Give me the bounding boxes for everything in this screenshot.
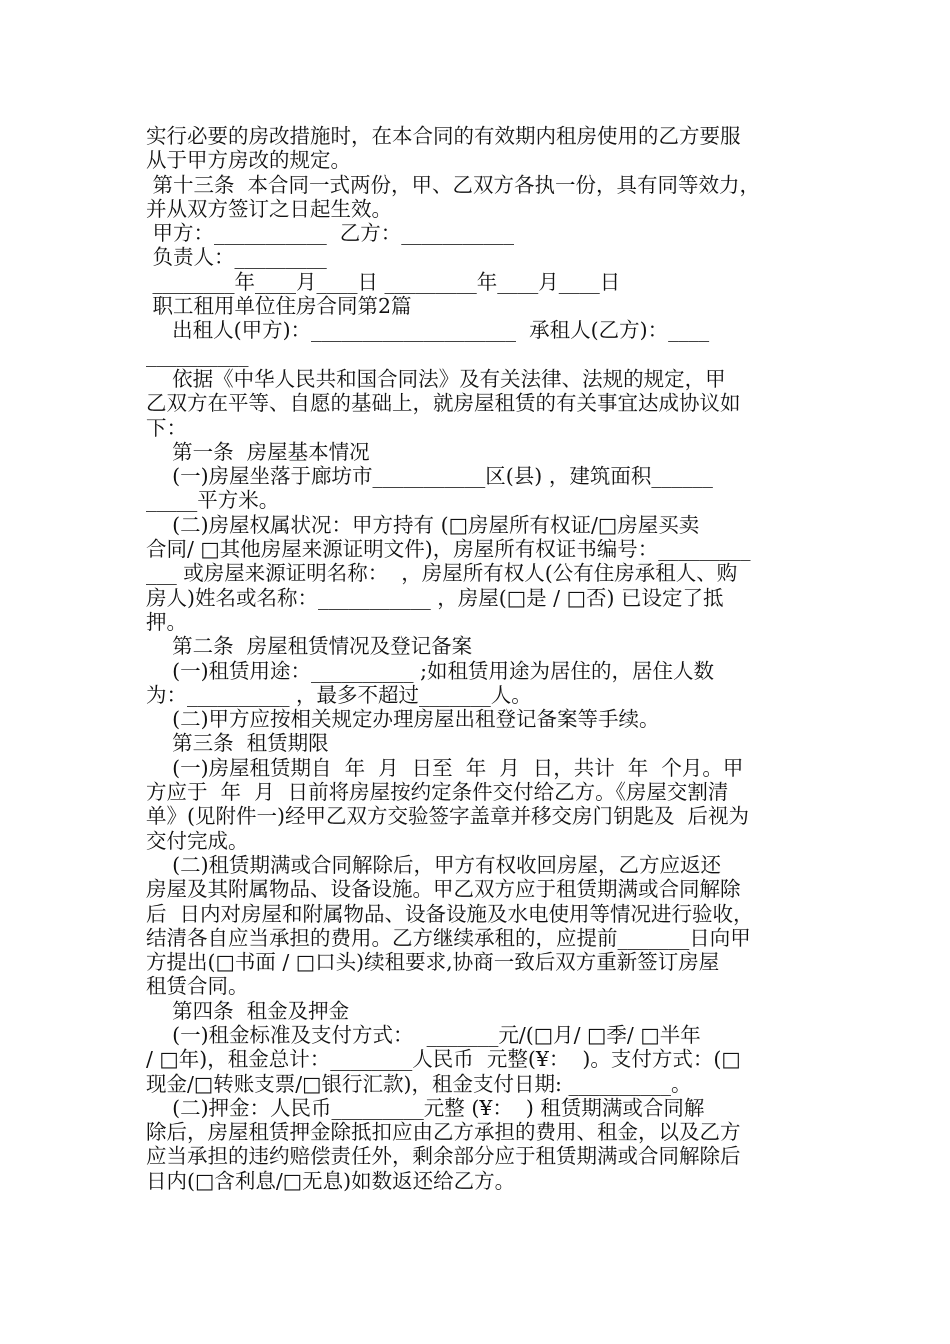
text-line: 乙双方在平等、自愿的基础上，就房屋租赁的有关事宜达成协议如	[146, 391, 741, 416]
text-line: 现金/□转账支票/□银行汇款)，租金支付日期: __________。	[146, 1071, 692, 1096]
text-line: 并从双方签订之日起生效。	[146, 196, 392, 221]
text-line: 方提出(□书面 / □口头)续租要求,协商一致后双方重新签订房屋	[146, 950, 720, 975]
document-page	[146, 124, 810, 1193]
text-line: 交付完成。	[146, 828, 249, 853]
parties-line: __________	[146, 342, 249, 367]
text-line: 方应于 年 月 日前将房屋按约定条件交付给乙方。《房屋交割清	[146, 780, 729, 805]
text-line: (一)房屋租赁期自 年 月 日至 年 月 日，共计 年 个月。甲	[146, 755, 744, 780]
text-line: (一)租金标准及支付方式： _______元/(□月/ □季/ □半年	[146, 1022, 701, 1047]
signature-line: 甲方：___________ 乙方：___________	[146, 221, 515, 246]
text-line: 从于甲方房改的规定。	[146, 148, 351, 173]
text-line: (二)租赁期满或合同解除后，甲方有权收回房屋，乙方应返还	[146, 852, 722, 877]
text-line: 日内(□含利息/□无息)如数返还给乙方。	[146, 1168, 516, 1193]
text-line: 单》(见附件一)经甲乙双方交验签字盖章并移交房门钥匙及 后视为	[146, 804, 750, 829]
text-line: 房人)姓名或名称：___________ ，房屋(□是 / □否) 已设定了抵	[146, 585, 724, 610]
text-line: 押。	[146, 609, 187, 634]
text-line: (一)租赁用途：__________ ;如租赁用途为居住的，居住人数	[146, 658, 714, 683]
text-line: 租赁合同。	[146, 974, 249, 999]
text-line: 实行必要的房改措施时，在本合同的有效期内租房使用的乙方要服	[146, 124, 741, 148]
text-line: 为：__________ ，最多不超过_______人。	[146, 682, 532, 707]
article-heading: 第四条 租金及押金	[146, 998, 350, 1023]
text-line: 房屋及其附属物品、设备设施。甲乙双方应于租赁期满或合同解除	[146, 877, 741, 902]
signature-line: 负责人：_________	[146, 245, 327, 270]
text-line: (二)甲方应按相关规定办理房屋出租登记备案等手续。	[146, 707, 660, 732]
text-line: ___ 或房屋来源证明名称： ，房屋所有权人(公有住房承租人、购	[146, 561, 738, 586]
text-line: 应当承担的违约赔偿责任外，剩余部分应于租赁期满或合同解除后	[146, 1144, 741, 1169]
text-line: 后 日内对房屋和附属物品、设备设施及水电使用等情况进行验收，	[146, 901, 754, 926]
text-line: 依据《中华人民共和国合同法》及有关法律、法规的规定，甲	[146, 366, 726, 391]
text-line: 下：	[146, 415, 187, 440]
text-line: _____平方米。	[146, 488, 280, 513]
text-line: 合同/ □其他房屋来源证明文件)，房屋所有权证书编号：_________	[146, 537, 751, 562]
text-line: 结清各自应当承担的费用。乙方继续承租的，应提前_______日向甲	[146, 925, 751, 950]
text-line: (一)房屋坐落于廊坊市___________区(县) ，建筑面积______	[146, 464, 713, 489]
section-title: 职工租用单位住房合同第2篇	[146, 294, 412, 319]
text-line: 除后，房屋租赁押金除抵扣应由乙方承担的费用、租金，以及乙方	[146, 1120, 741, 1145]
article-heading: 第一条 房屋基本情况	[146, 439, 370, 464]
text-line: 第十三条 本合同一式两份，甲、乙双方各执一份，具有同等效力，	[146, 172, 761, 197]
text-line: (二)押金：人民币_________元整 (¥： ) 租赁期满或合同解	[146, 1095, 705, 1120]
date-line: ________年____月____日 _________年____月____日	[146, 269, 621, 294]
text-line: / □年)，租金总计：________人民币 元整(¥： )。支付方式：(□	[146, 1047, 741, 1072]
article-heading: 第二条 房屋租赁情况及登记备案	[146, 634, 473, 659]
parties-line: 出租人(甲方)：____________________ 承租人(乙方)：____	[146, 318, 710, 343]
text-line: (二)房屋权属状况：甲方持有 (□房屋所有权证/□房屋买卖	[146, 512, 700, 537]
article-heading: 第三条 租赁期限	[146, 731, 329, 756]
